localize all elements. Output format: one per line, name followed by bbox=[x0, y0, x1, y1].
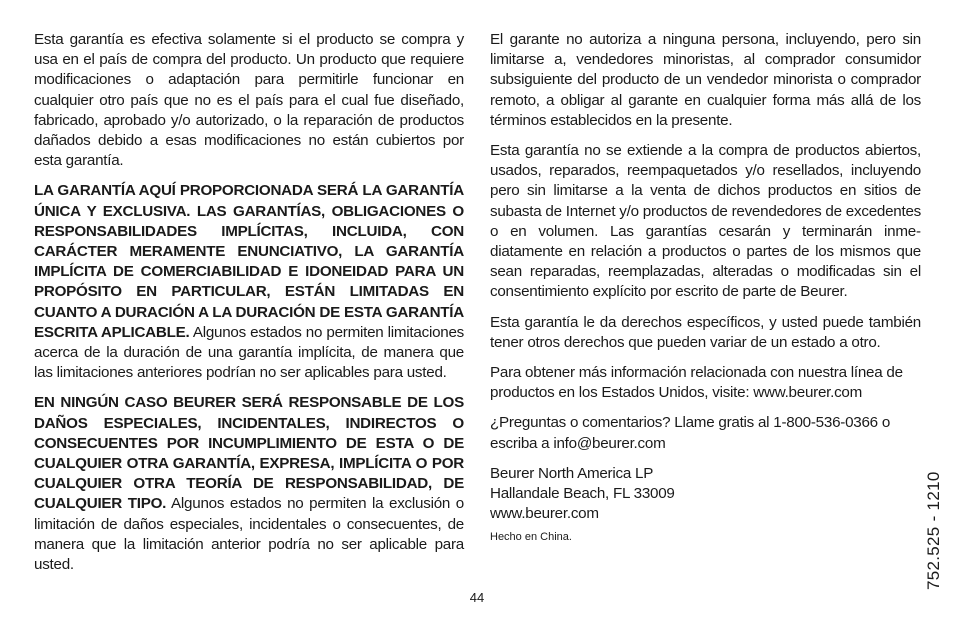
address-block bbox=[490, 464, 921, 525]
liability-paragraph bbox=[34, 393, 464, 575]
made-in-label: Hecho en China. bbox=[490, 531, 572, 544]
liability-text: Algunos estados no permiten la exclusión o limitación de daños especiales, incidentales o consecuentes, de manera que la limitación anterior podría no ser aplicable para usted. bbox=[34, 495, 464, 574]
right-column bbox=[490, 30, 921, 554]
page-number: 44 bbox=[469, 590, 485, 605]
contact-paragraph: ¿Preguntas o comentarios? Llame gratis al 1-800-536-0366 o escriba a info@beurer.com bbox=[490, 414, 891, 452]
company-city: Hallandale Beach, FL 33009 bbox=[490, 485, 675, 503]
document-code: 752.525 - 1210 bbox=[924, 471, 943, 590]
territory-paragraph: Esta garantía es efectiva solamente si el producto se compra y usa en el país de compra del producto. Un producto que requiere modificaciones o adaptación para permitirle funcionar en cualquier otro país que no es el país para el cual fue diseñado, fabricado, aprobado y/o autorizado, o la reparación de productos dañados debido a esas modificaciones no están cubiertos por esta garantía. bbox=[34, 31, 464, 170]
company-website: www.beurer.com bbox=[490, 505, 599, 523]
exclusive-warranty-text: Algunos estados no permiten limitaciones acerca de la duración de una garantía implícita, de manera que las limitaciones anteriores podrían no ser aplicables para usted. bbox=[34, 323, 465, 382]
rights-paragraph: Esta garantía le da derechos específicos, y usted puede también tener otros derechos que pueden variar de un estado a otro. bbox=[490, 313, 921, 351]
liability-bold: EN NINGÚN CASO BEURER SERÁ RESPONSABLE DE LOS DAÑOS ESPECIALES, INCIDENTALES, INDIRECTOS O CONSECUENTES POR INCUMPLIMIENTO DE ESTA O DE CUALQUIER OTRA GARANTÍA, EXPRESA, IMPLÍCITA O POR CUALQUIER OTRA TEORÍA DE RESPONSABILIDAD, DE CUALQUIER TIPO. bbox=[34, 394, 464, 513]
exclusive-warranty-bold: LA GARANTÍA AQUÍ PROPORCIONADA SERÁ LA GARANTÍA ÚNICA Y EXCLUSIVA. LAS GARANTÍAS, OBLIGACIONES O RESPONSABILIDADES IMPLÍCITAS, INCLUIDA, CON CARÁCTER MERAMENTE ENUNCIATIVO, LA GARANTÍA IMPLÍCITA DE COMERCIABILIDAD E IDONEIDAD PARA UN PROPÓSITO EN PARTICULAR, ESTÁN LIMITADAS EN CUANTO A DURACIÓN A LA DURACIÓN DE ESTA GARANTÍA ESCRITA APLICABLE. bbox=[34, 182, 464, 341]
left-column bbox=[34, 30, 464, 575]
exclusive-warranty-paragraph bbox=[34, 181, 464, 383]
info-paragraph: Para obtener más información relacionada con nuestra línea de productos en los Estados Unidos, visite: www.beurer.com bbox=[490, 364, 903, 402]
company-name: Beurer North America LP bbox=[490, 464, 654, 482]
authorization-paragraph: El garante no autoriza a ninguna persona, incluyendo, pero sin limitarse a, vendedores minoristas, al comprador consumidor subsiguiente del producto de un vendedor minorista o comprador remoto, a obligar al garante en cualquier forma más allá de los términos establecidos en la presente. bbox=[490, 31, 921, 129]
exclusions-paragraph: Esta garantía no se extiende a la compra de productos abiertos, usados, reparados, reempaquetados y/o resellados, incluyendo pero sin limitarse a la venta de dichos productos en sitios de subasta de Internet y/o productos de revendedores de excedentes o en volumen. Las garantías cesarán y terminarán inmediatamente en relación a productos o partes de los mismos que sean reparadas, reemplazadas, alteradas o modificadas sin el consentimiento explícito por escrito de parte de Beurer. bbox=[490, 142, 921, 301]
